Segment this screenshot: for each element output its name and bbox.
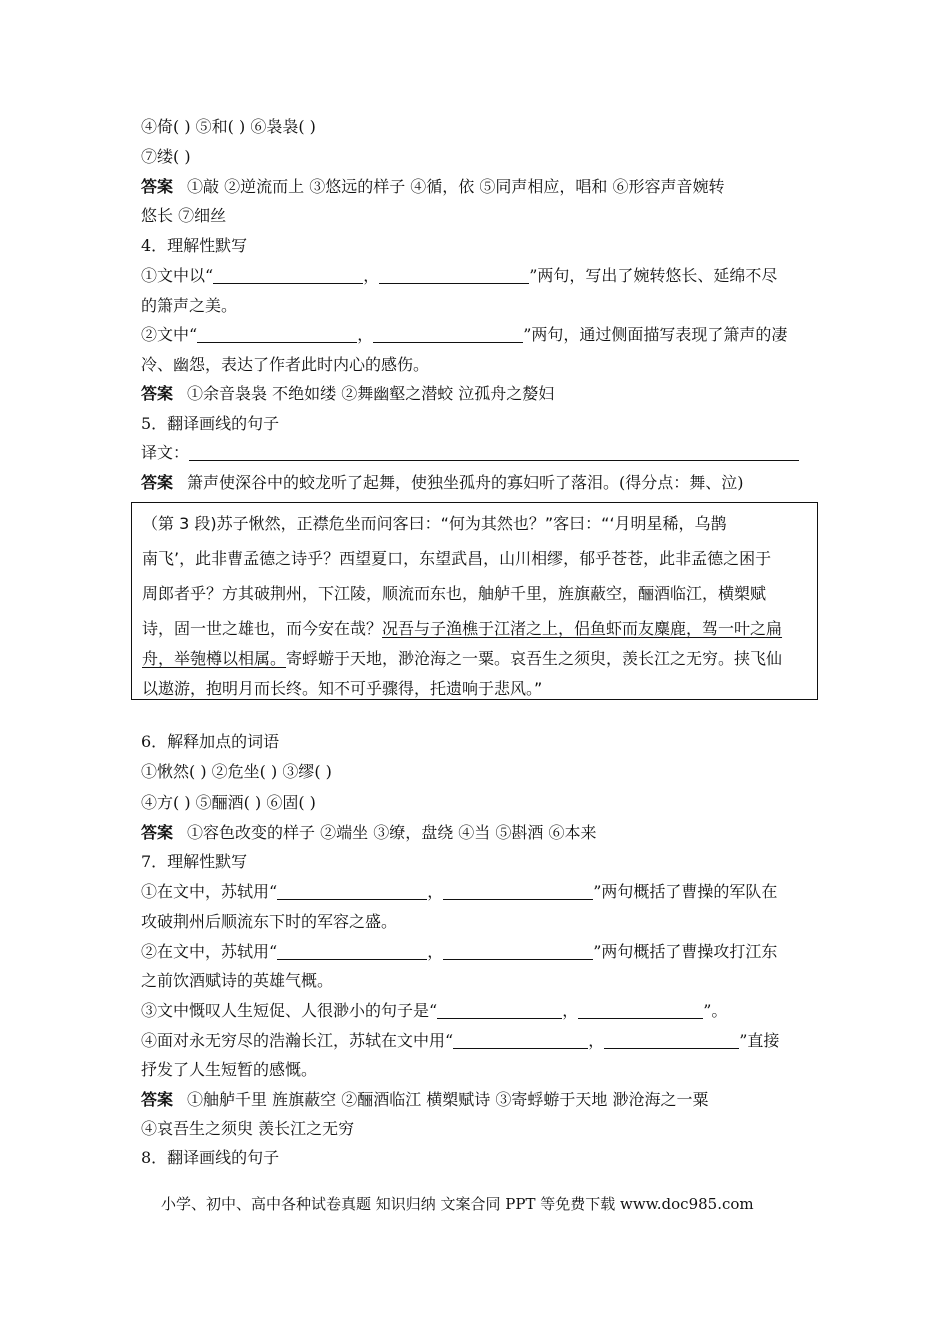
item-suffix: ”两句，写出了婉转悠长、延绵不尽 <box>529 266 778 285</box>
answer-line <box>141 473 744 493</box>
passage-line: （第 3 段)苏子愀然，正襟危坐而问客曰：“何为其然也？”客曰：“‘月明星稀，乌鹊 <box>142 514 727 533</box>
fill-in-item <box>141 1031 779 1051</box>
translation-label: 译文： <box>141 443 190 462</box>
answer-blank[interactable] <box>453 1032 588 1049</box>
answer-line <box>141 177 724 197</box>
answer-blank[interactable] <box>443 883 593 900</box>
item-suffix: ”直接 <box>739 1031 780 1050</box>
answer-line <box>141 823 596 843</box>
item-prefix: ①在文中，苏轼用“ <box>141 882 278 901</box>
translation-line <box>141 443 799 463</box>
item-comma: ， <box>427 942 444 961</box>
passage-line <box>142 618 782 640</box>
item-prefix: ②在文中，苏轼用“ <box>141 942 278 961</box>
footer-text: 小学、初中、高中各种试卷真题 知识归纳 文案合同 PPT 等免费下载 www.doc985.com <box>161 1195 754 1213</box>
passage-line: 南飞’，此非曹孟德之诗乎？西望夏口，东望武昌，山川相缪，郁乎苍苍，此非孟德之困于 <box>142 549 772 568</box>
item-continuation: 抒发了人生短暂的感慨。 <box>141 1060 318 1079</box>
answer-blank[interactable] <box>277 943 427 960</box>
passage-line: 周郎者乎？方其破荆州，下江陵，顺流而东也，舳舻千里，旌旗蔽空，酾酒临江，横槊赋 <box>142 584 767 603</box>
fill-in-item <box>141 1001 727 1021</box>
underlined-sentence: 舟，举匏樽以相属。 <box>142 649 287 668</box>
item-comma: ， <box>427 882 444 901</box>
item-comma: ， <box>363 266 380 285</box>
item-suffix: ”两句，通过侧面描写表现了箫声的凄 <box>523 325 788 344</box>
answer-text: ①敲 ②逆流而上 ③悠远的样子 ④循，依 ⑤同声相应，唱和 ⑥形容声音婉转 <box>187 177 725 196</box>
underlined-sentence: 况吾与子渔樵于江渚之上，侣鱼虾而友麋鹿，驾一叶之扁 <box>382 619 783 638</box>
vocab-line: ⑦缕( ) <box>141 147 191 166</box>
answer-continuation: ④哀吾生之须臾 羡长江之无穷 <box>141 1119 355 1138</box>
answer-text: 箫声使深谷中的蛟龙听了起舞，使独坐孤舟的寡妇听了落泪。(得分点：舞、泣) <box>187 473 744 492</box>
passage-line: 以遨游，抱明月而长终。知不可乎骤得，托遗响于悲风。” <box>142 679 543 698</box>
fill-in-item <box>141 266 777 286</box>
answer-blank[interactable] <box>578 1002 703 1019</box>
vocab-line: ①愀然( ) ②危坐( ) ③缪( ) <box>141 762 332 781</box>
answer-blank[interactable] <box>197 326 357 343</box>
item-suffix: ”两句概括了曹操的军队在 <box>593 882 778 901</box>
answer-blank[interactable] <box>604 1032 739 1049</box>
translation-blank[interactable] <box>189 444 799 461</box>
vocab-line: ④倚( ) ⑤和( ) ⑥袅袅( ) <box>141 117 316 136</box>
answer-continuation: 悠长 ⑦细丝 <box>141 206 227 225</box>
answer-blank[interactable] <box>277 883 427 900</box>
answer-label: 答案 <box>141 177 174 196</box>
fill-in-item <box>141 882 777 902</box>
answer-blank[interactable] <box>437 1002 562 1019</box>
item-continuation: 的箫声之美。 <box>141 296 238 315</box>
answer-blank[interactable] <box>213 267 363 284</box>
answer-line <box>141 384 554 404</box>
vocab-line: ④方( ) ⑤酾酒( ) ⑥固( ) <box>141 793 316 812</box>
item-continuation: 冷、幽怨，表达了作者此时内心的感伤。 <box>141 355 430 374</box>
item-suffix: ”。 <box>703 1001 728 1020</box>
passage-text: 寄蜉蝣于天地，渺沧海之一粟。哀吾生之须臾，羡长江之无穷。挟飞仙 <box>286 649 783 668</box>
answer-label: 答案 <box>141 1090 174 1109</box>
item-continuation: 之前饮酒赋诗的英雄气概。 <box>141 971 334 990</box>
item-prefix: ①文中以“ <box>141 266 214 285</box>
question-title: 8．翻译画线的句子 <box>141 1148 280 1167</box>
item-suffix: ”两句概括了曹操攻打江东 <box>593 942 778 961</box>
item-prefix: ④面对永无穷尽的浩瀚长江，苏轼在文中用“ <box>141 1031 454 1050</box>
answer-blank[interactable] <box>379 267 529 284</box>
answer-blank[interactable] <box>373 326 523 343</box>
item-continuation: 攻破荆州后顺流东下时的军容之盛。 <box>141 912 398 931</box>
fill-in-item <box>141 942 777 962</box>
fill-in-item <box>141 325 787 345</box>
answer-label: 答案 <box>141 384 174 403</box>
answer-text: ①舳舻千里 旌旗蔽空 ②酾酒临江 横槊赋诗 ③寄蜉蝣于天地 渺沧海之一粟 <box>187 1090 709 1109</box>
passage-text: 诗，固一世之雄也，而今安在哉？ <box>142 619 383 638</box>
answer-label: 答案 <box>141 473 174 492</box>
question-title: 4．理解性默写 <box>141 236 248 255</box>
answer-label: 答案 <box>141 823 174 842</box>
item-prefix: ③文中慨叹人生短促、人很渺小的句子是“ <box>141 1001 438 1020</box>
answer-text: ①容色改变的样子 ②端坐 ③缭，盘绕 ④当 ⑤斟酒 ⑥本来 <box>187 823 597 842</box>
item-comma: ， <box>357 325 374 344</box>
item-comma: ， <box>562 1001 579 1020</box>
item-comma: ， <box>588 1031 605 1050</box>
answer-text: ①余音袅袅 不绝如缕 ②舞幽壑之潜蛟 泣孤舟之嫠妇 <box>187 384 555 403</box>
answer-blank[interactable] <box>443 943 593 960</box>
question-title: 6．解释加点的词语 <box>141 732 280 751</box>
answer-line <box>141 1090 708 1110</box>
passage-box <box>131 502 818 700</box>
question-title: 7．理解性默写 <box>141 852 248 871</box>
question-title: 5．翻译画线的句子 <box>141 414 280 433</box>
item-prefix: ②文中“ <box>141 325 198 344</box>
passage-line <box>142 648 782 670</box>
